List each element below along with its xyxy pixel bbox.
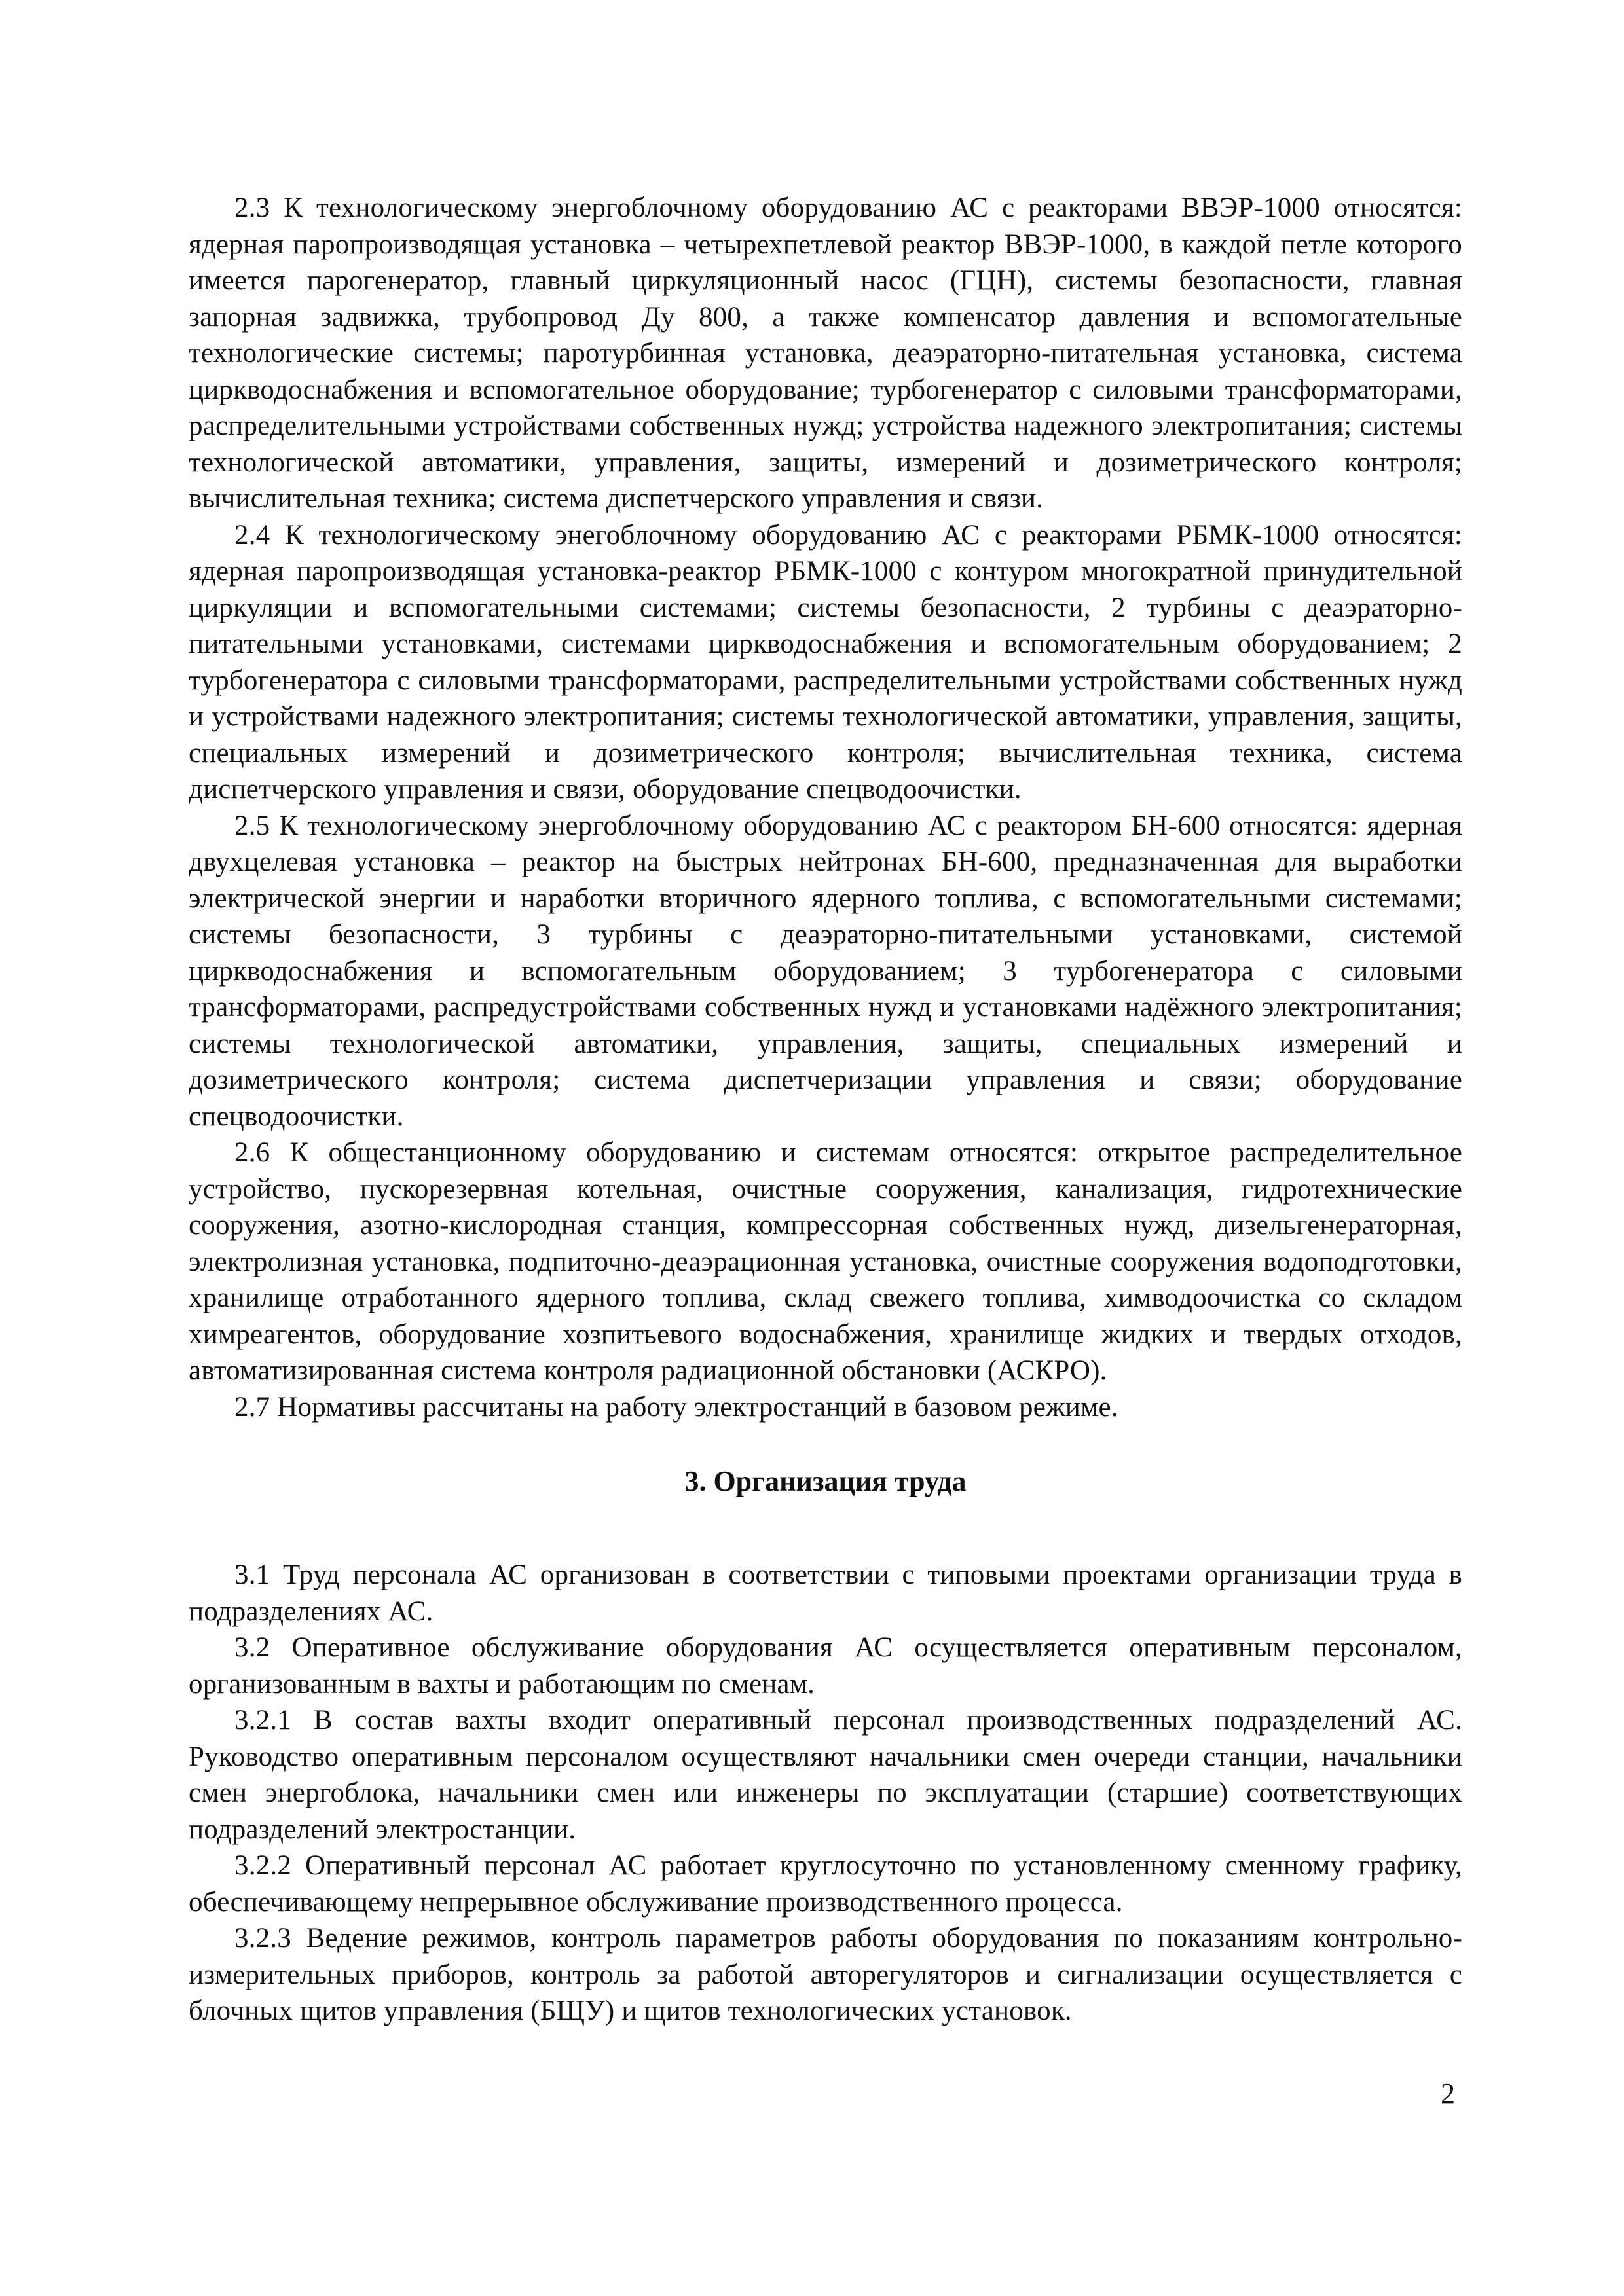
paragraph-2-3: 2.3 К технологическому энергоблочному оборудованию АС с реакторами ВВЭР-1000 относятся: ядерная паропроизводящая установка – четырехпетлевой реактор ВВЭР-1000, в каждой петле которого имеется парогенератор, главный циркуляционный насос (ГЦН), системы безопасности, главная запорная задвижка, трубопровод Ду 800, а также компенсатор давления и вспомогательные технологические системы; паротурбинная установка, деаэраторно-питательная установка, система циркводоснабжения и вспомогательное оборудование; турбогенератор с силовыми трансформаторами, распределительными устройствами собственных нужд; устройства надежного электропитания; системы технологической автоматики, управления, защиты, измерений и дозиметрического контроля; вычислительная техника; система диспетчерского управления и связи. bbox=[189, 192, 1462, 514]
document-body bbox=[189, 190, 1462, 2030]
page-number: 2 bbox=[1441, 2077, 1455, 2109]
paragraph-3-2-1: 3.2.1 В состав вахты входит оперативный персонал производственных подразделений АС. Руководство оперативным персоналом осуществляют начальники смен очереди станции, начальники смен энергоблока, начальники смен или инженеры по эксплуатации (старшие) соответствующих подразделений электростанции. bbox=[189, 1705, 1462, 1845]
paragraph-3-2-3: 3.2.3 Ведение режимов, контроль параметров работы оборудования по показаниям контрольно-измерительных приборов, контроль за работой авторегуляторов и сигнализации осуществляется с блочных щитов управления (БЩУ) и щитов технологических установок. bbox=[189, 1923, 1462, 2026]
paragraph-2-5: 2.5 К технологическому энергоблочному оборудованию АС с реактором БН-600 относятся: ядерная двухцелевая установка – реактор на быстрых нейтронах БН-600, предназначенная для выработки электрической энергии и наработки вторичного ядерного топлива, с вспомогательными системами; системы безопасности, 3 турбины с деаэраторно-питательными установками, системой циркводоснабжения и вспомогательным оборудованием; 3 турбогенератора с силовыми трансформаторами, распредустройствами собственных нужд и установками надёжного электропитания; системы технологической автоматики, управления, защиты, специальных измерений и дозиметрического контроля; система диспетчеризации управления и связи; оборудование спецводоочистки. bbox=[189, 810, 1462, 1132]
paragraph-3-1: 3.1 Труд персонала АС организован в соответствии с типовыми проектами организации труда в подразделениях АС. bbox=[189, 1559, 1462, 1627]
paragraph-2-6: 2.6 К общестанционному оборудованию и системам относятся: открытое распределительное устройство, пускорезервная котельная, очистные сооружения, канализация, гидротехнические сооружения, азотно-кислородная станция, компрессорная собственных нужд, дизельгенераторная, электролизная установка, подпиточно-деаэрационная установка, очистные сооружения водоподготовки, хранилище отработанного ядерного топлива, склад свежего топлива, химводоочистка со складом химреагентов, оборудование хозпитьевого водоснабжения, хранилище жидких и твердых отходов, автоматизированная система контроля радиационной обстановки (АСКРО). bbox=[189, 1137, 1462, 1386]
paragraph-2-7: 2.7 Нормативы рассчитаны на работу электростанций в базовом режиме. bbox=[234, 1391, 1118, 1423]
paragraph-3-2: 3.2 Оперативное обслуживание оборудования АС осуществляется оперативным персоналом, организованным в вахты и работающим по сменам. bbox=[189, 1632, 1462, 1700]
section-3-heading: 3. Организация труда bbox=[684, 1465, 967, 1497]
paragraph-2-4: 2.4 К технологическому энегоблочному оборудованию АС с реакторами РБМК-1000 относятся: ядерная паропроизводящая установка-реактор РБМК-1000 с контуром многократной принудительной циркуляции и вспомогательными системами; системы безопасности, 2 турбины с деаэраторно-питательными установками, системами циркводоснабжения и вспомогательным оборудованием; 2 турбогенератора с силовыми трансформаторами, распределительными устройствами собственных нужд и устройствами надежного электропитания; системы технологической автоматики, управления, защиты, специальных измерений и дозиметрического контроля; вычислительная техника, система диспетчерского управления и связи, оборудование спецводоочистки. bbox=[189, 519, 1462, 805]
paragraph-3-2-2: 3.2.2 Оперативный персонал АС работает круглосуточно по установленному сменному графику, обеспечивающему непрерывное обслуживание производственного процесса. bbox=[189, 1850, 1462, 1918]
